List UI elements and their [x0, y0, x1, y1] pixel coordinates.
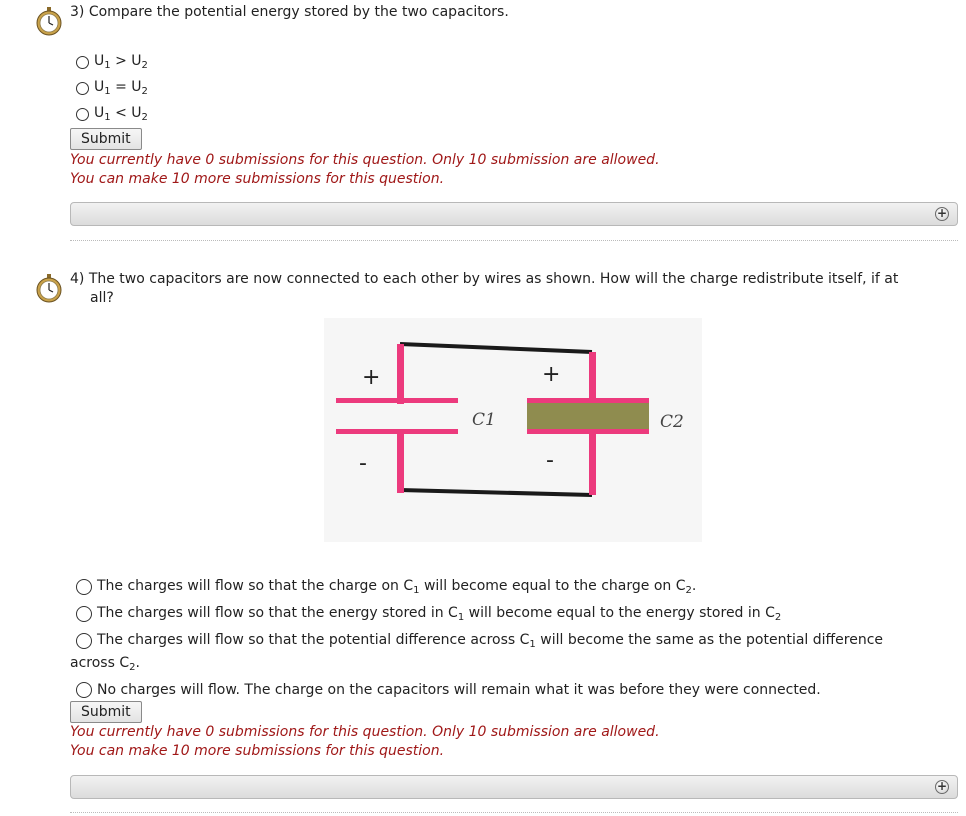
q3-choice-3[interactable]: [76, 105, 148, 123]
choice-label: The charges will flow so that the charge on $C_1$ will become equal to the charge on $C_2$.: [97, 578, 697, 596]
q4-hint-bar[interactable]: [70, 775, 958, 799]
radio-button[interactable]: [76, 56, 89, 69]
q3-remaining-submissions: You can make 10 more submissions for this question.: [70, 171, 445, 187]
c2-bottom-lead: [589, 431, 596, 495]
stopwatch-icon: [34, 6, 64, 36]
radio-button[interactable]: [76, 108, 89, 121]
choice-label: The charges will flow so that the energy stored in $C_1$ will become equal to the energy stored in $C_2$: [97, 605, 782, 623]
q4-choice-2[interactable]: [76, 605, 781, 623]
q4-remaining-submissions: You can make 10 more submissions for this question.: [70, 743, 445, 759]
c1-bottom-lead: [397, 431, 404, 493]
stopwatch-icon: [34, 273, 64, 303]
choice-label: No charges will flow. The charge on the capacitors will remain what it was before they were connected.: [97, 682, 821, 698]
c2-top-lead: [589, 352, 596, 402]
c1-minus-label: -: [359, 451, 367, 476]
c2-bottom-plate: [527, 429, 649, 434]
radio-button[interactable]: [76, 682, 92, 698]
q3-choice-1[interactable]: [76, 53, 148, 71]
c2-plus-label: +: [542, 362, 561, 387]
choice-label: $U_1 > U_2$: [94, 53, 148, 71]
question-4-text: 4) The two capacitors are now connected to each other by wires as shown. How will the charge redistribute itself, if at: [70, 271, 899, 287]
c1-plus-label: +: [362, 365, 381, 390]
radio-button[interactable]: [76, 606, 92, 622]
radio-button[interactable]: [76, 579, 92, 595]
c2-dielectric: [527, 403, 649, 429]
q4-submit-button[interactable]: Submit: [70, 701, 142, 723]
q4-submission-status: You currently have 0 submissions for this question. Only 10 submission are allowed.: [70, 724, 660, 740]
q3-hint-bar[interactable]: [70, 202, 958, 226]
plus-circle-icon[interactable]: +: [936, 779, 948, 793]
radio-button[interactable]: [76, 82, 89, 95]
c1-label: C1: [472, 410, 496, 430]
c1-top-lead: [397, 344, 404, 404]
q3-submit-button[interactable]: Submit: [70, 128, 142, 150]
q3-choice-2[interactable]: [76, 79, 148, 97]
radio-button[interactable]: [76, 633, 92, 649]
question-4-text-cont: all?: [90, 290, 114, 306]
divider: [70, 240, 958, 241]
divider: [70, 812, 958, 813]
q4-choice-4[interactable]: [76, 682, 821, 698]
plus-circle-icon[interactable]: +: [936, 206, 948, 220]
c2-label: C2: [660, 412, 684, 432]
q3-submission-status: You currently have 0 submissions for this question. Only 10 submission are allowed.: [70, 152, 660, 168]
c1-top-plate: [336, 398, 458, 403]
choice-label: $U_1 = U_2$: [94, 79, 148, 97]
q4-choice-3[interactable]: [76, 632, 883, 650]
capacitor-diagram: [324, 318, 702, 542]
choice-label: $U_1 < U_2$: [94, 105, 148, 123]
c2-minus-label: -: [546, 448, 554, 473]
choice-label: The charges will flow so that the potential difference across $C_1$ will become the same as the potential difference: [97, 632, 884, 650]
q4-choice-3-cont: across $C_2$.: [70, 655, 140, 673]
q4-choice-1[interactable]: [76, 578, 696, 596]
c2-top-plate: [527, 398, 649, 403]
question-3-text: 3) Compare the potential energy stored by the two capacitors.: [70, 4, 509, 20]
